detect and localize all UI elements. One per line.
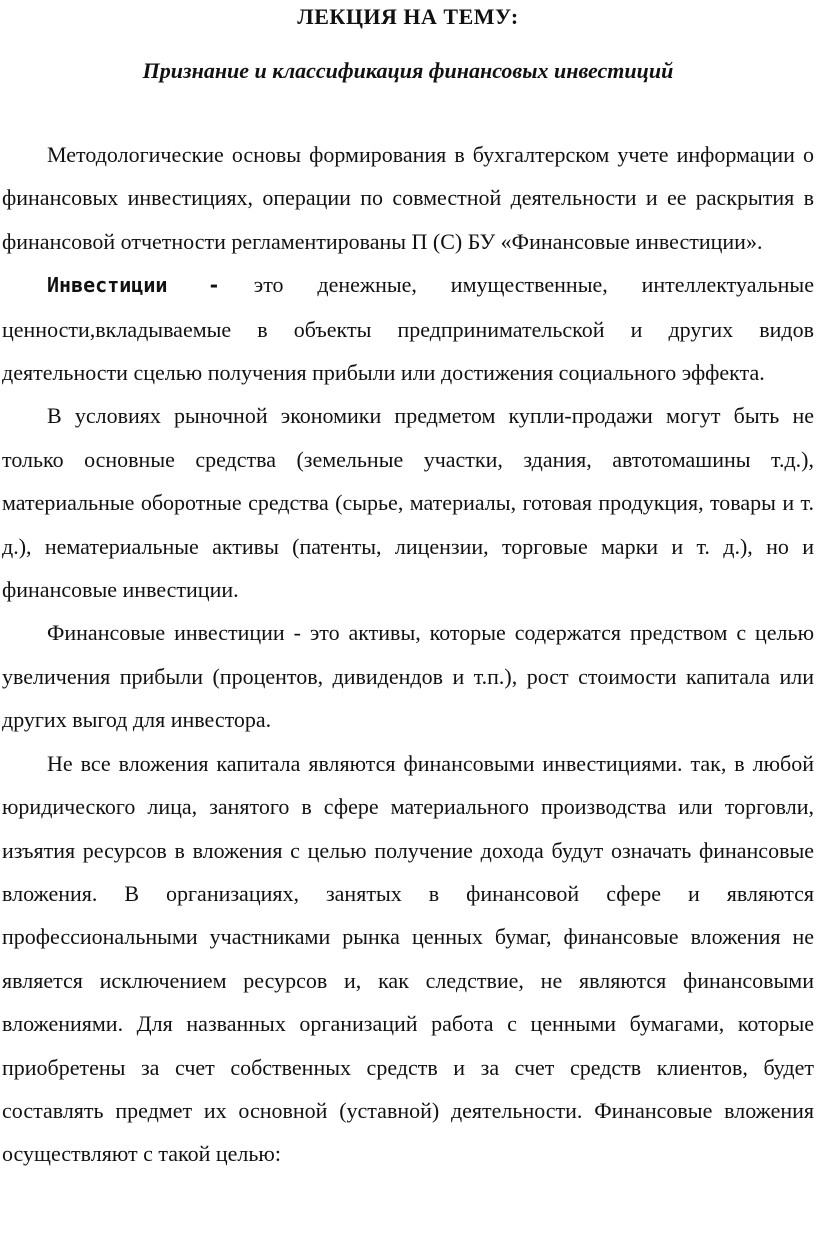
paragraph-methodology <box>2 133 814 263</box>
paragraph-investments-definition <box>2 263 814 394</box>
paragraph-text: Методологические основы формирования в бухгалтерском учете информации о финансовых инвестициях, операции по совместной деятельности и ее раскрытия в финансовой отчетности регламентированы П (С) БУ «Финансовые инвестиции». <box>2 142 814 254</box>
paragraph-capital-investments <box>2 742 814 1176</box>
paragraph-financial-investments <box>2 611 814 741</box>
term-investments: Инвестиции - <box>47 273 220 298</box>
lecture-body <box>2 133 814 1176</box>
lecture-topic: Признание и классификация финансовых инвестиций <box>142 58 674 83</box>
lecture-heading: ЛЕКЦИЯ НА ТЕМУ: <box>297 4 519 29</box>
paragraph-text: В условиях рыночной экономики предметом купли-продажи могут быть не только основные средства (земельные участки, здания, автотомашины т.д.), материальные оборотные средства (сырье, материалы, готовая продукция, товары и т. д.), нематериальные активы (патенты, лицензии, торговые марки и т. д.), но и финансовые инвестиции. <box>2 403 814 603</box>
paragraph-text: Финансовые инвестиции - это активы, которые содержатся предством с целью увеличения прибыли (процентов, дивидендов и т.п.), рост стоимости капитала или других выгод для инвестора. <box>2 620 814 733</box>
paragraph-text: Не все вложения капитала являются финансовыми инвестициями. так, в любой юридического лица, занятого в сфере материального производства или торговли, изъятия ресурсов в вложения с целью получение дохода будут означать финансовые вложения. В организациях, занятых в финансовой сфере и являются профессиональными участниками рынка ценных бумаг, финансовые вложения не является исключением ресурсов и, как следствие, не являются финансовыми вложениями. Для названных организаций работа с ценными бумагами, которые приобретены за счет собственных средств и за счет средств клиентов, будет составлять предмет их основной (уставной) деятельности. Финансовые вложения осуществляют с такой целью: <box>2 750 814 1167</box>
paragraph-market-economy <box>2 394 814 611</box>
paragraph-text: это денежные, имущественные, интеллектуальные ценности,вкладываемые в объекты предпринимательской и других видов деятельности сцелью получения прибыли или достижения социального эффекта. <box>2 272 814 386</box>
